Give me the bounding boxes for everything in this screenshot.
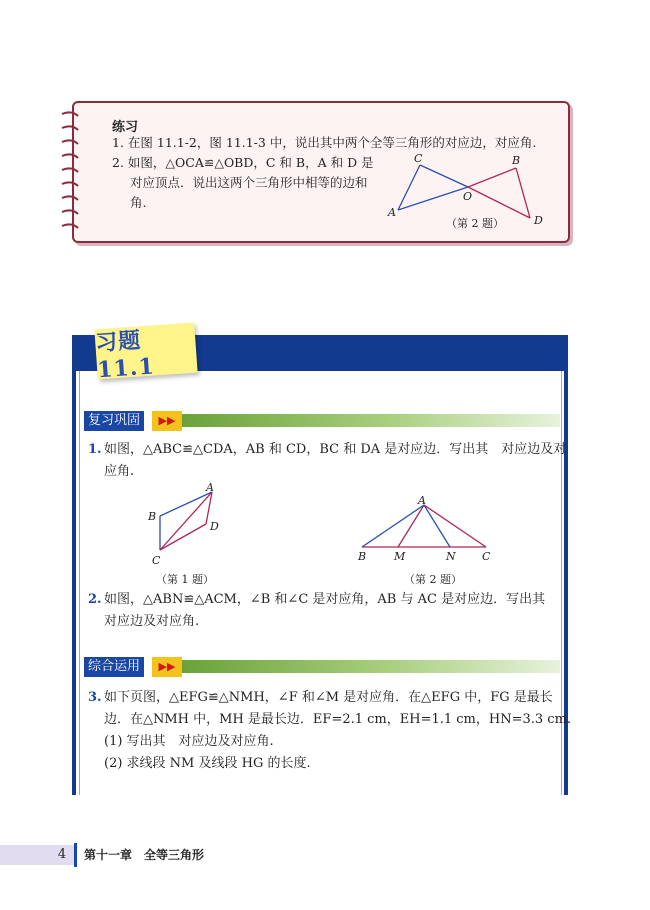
exercise-q3-number: 3. [88,690,102,705]
ex-fig2-label-b: B [358,550,367,563]
section-label-comprehensive: 综合运用 [84,657,144,677]
practice-fig-label-o: O [463,190,473,203]
exercise-q3-line-2: 边．在△NMH 中，MH 是最长边．EF=2.1 cm，EH=1.1 cm，HN=3.3 cm. [104,712,572,727]
chapter-title: 第十一章 全等三角形 [84,848,205,862]
ex-fig1-label-c: C [152,554,161,567]
ex-fig2-label-n: N [446,550,456,563]
section-arrows-icon: ▶▶ [152,411,182,431]
exercise-q1-line-1: 如图，△ABC≌△CDA，AB 和 CD，BC 和 DA 是对应边．写出其 对应边及对 [104,442,567,457]
practice-fig-label-a: A [388,206,396,219]
practice-fig-label-c: C [414,152,423,165]
section-header-comprehensive [84,657,560,677]
exercise-frame-left [72,335,76,795]
practice-question-2-line-1: 2. 如图，△OCA≌△OBD，C 和 B，A 和 D 是 [112,155,374,170]
exercise-q3-line-1: 如下页图，△EFG≌△NMH，∠F 和∠M 是对应角．在△EFG 中，FG 是最长 [104,690,553,705]
ex-fig2-label-m: M [394,550,406,563]
practice-fig-label-d: D [534,214,543,227]
ex-fig1-label-b: B [148,510,157,523]
page-number: 4 [57,847,67,862]
section-rule [182,660,560,673]
ex-fig2-label-a: A [418,494,426,507]
exercise-q2-line-1: 如图，△ABN≌△ACM，∠B 和∠C 是对应角，AB 与 AC 是对应边．写出其 [104,592,546,607]
section-arrows-icon: ▶▶ [152,657,182,677]
exercise-q1-number: 1. [88,442,102,457]
footer-divider [74,843,77,867]
exercise-title-sticky-note: 习题11.1 [94,323,197,380]
practice-question-1: 1. 在图 11.1-2，图 11.1-3 中，说出其中两个全等三角形的对应边，对应角. [112,135,537,150]
exercise-q2-number: 2. [88,592,102,607]
exercise-figure-1 [146,480,236,570]
section-rule [182,414,560,427]
ex-fig1-label-d: D [210,520,219,533]
section-header-review [84,411,560,431]
practice-question-2-line-3: 角. [130,195,147,210]
practice-fig-label-b: B [512,154,521,167]
practice-figure-caption: （第 2 题） [446,217,504,230]
exercise-q3-sub-2: (2) 求线段 NM 及线段 HG 的长度. [104,756,311,771]
exercise-inner-rule-left [79,371,80,795]
exercise-figure-2-caption: （第 2 题） [404,573,462,586]
exercise-q1-line-2: 应角. [104,464,135,479]
exercise-inner-rule-right [561,371,562,795]
section-label-review: 复习巩固 [84,411,144,431]
ex-fig2-label-c: C [482,550,491,563]
exercise-q2-line-2: 对应边及对应角. [104,614,200,629]
practice-question-2-line-2: 对应顶点．说出这两个三角形中相等的边和 [130,175,368,190]
spiral-binding-icon [58,108,86,236]
exercise-figure-2 [352,494,502,564]
exercise-q3-sub-1: (1) 写出其 对应边及对应角. [104,734,274,749]
exercise-figure-1-caption: （第 1 题） [156,573,214,586]
practice-title: 练习 [112,120,139,135]
ex-fig1-label-a: A [206,481,214,494]
